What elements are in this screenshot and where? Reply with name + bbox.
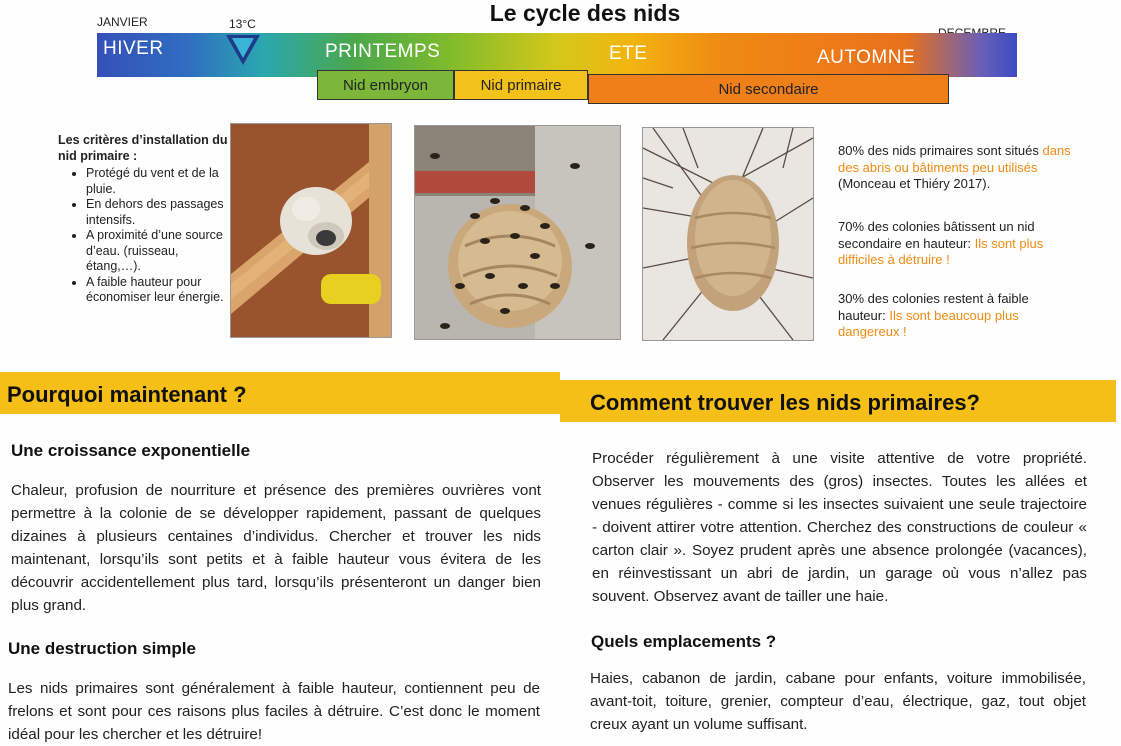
criteria-item: • Protégé du vent et de la pluie. bbox=[86, 166, 228, 197]
criteria-heading: Les critères d’installation du nid primaire : bbox=[58, 133, 228, 163]
page-title: Le cycle des nids bbox=[489, 0, 681, 26]
left-subheading-destruction: Une destruction simple bbox=[8, 639, 196, 658]
stat-highlight: Ils sont beaucoup plus dangereux ! bbox=[838, 307, 1019, 339]
stat-highlight: Ils sont plus difficiles à détruire ! bbox=[838, 235, 1044, 267]
right-paragraph-locations: Haies, cabanon de jardin, cabane pour enfants, voiture immobilisée, avant-toit, toiture, grenier, compteur d’eau, électrique, gaz, tout objet creux ayant un volume suffisant. bbox=[590, 670, 1086, 733]
primary-nest-photo bbox=[414, 125, 621, 340]
nest-secondaire: Nid secondaire bbox=[588, 74, 949, 104]
stat-text: 80% des nids primaires sont situés bbox=[838, 143, 1043, 158]
temperature-marker-fill bbox=[232, 38, 254, 58]
right-section-heading: Comment trouver les nids primaires? bbox=[590, 390, 980, 415]
criteria-list bbox=[58, 166, 228, 306]
stat-text: 30% des colonies restent à faible hauteur: bbox=[838, 291, 1029, 323]
secondary-nest-photo bbox=[642, 127, 814, 341]
nest-embryon: Nid embryon bbox=[317, 70, 454, 100]
season-autumn: AUTOMNE bbox=[817, 47, 916, 68]
embryo-nest-photo bbox=[230, 123, 392, 338]
criteria-item: • En dehors des passages intensifs. bbox=[86, 197, 228, 228]
criteria-item: • A proximité d’une source d’eau. (ruisseau, étang,…). bbox=[86, 228, 228, 275]
left-section-heading: Pourquoi maintenant ? bbox=[7, 382, 247, 407]
month-start-label: JANVIER bbox=[97, 15, 148, 29]
criteria-block bbox=[58, 133, 228, 306]
left-paragraph-destruction: Les nids primaires sont généralement à faible hauteur, contiennent peu de frelons et sont pour ces raisons plus faciles à détruire. C’est donc le moment idéal pour les chercher et les détruire! bbox=[8, 680, 540, 743]
season-summer: ETE bbox=[609, 43, 648, 64]
criteria-item: • A faible hauteur pour économiser leur énergie. bbox=[86, 275, 228, 306]
stat-primary-location bbox=[838, 143, 1078, 193]
left-subheading-growth: Une croissance exponentielle bbox=[11, 441, 251, 460]
stat-text: (Monceau et Thiéry 2017). bbox=[838, 176, 991, 191]
nest-primaire: Nid primaire bbox=[454, 70, 588, 100]
season-winter: HIVER bbox=[103, 38, 164, 59]
stat-secondary-height bbox=[838, 219, 1068, 269]
stat-highlight: dans des abris ou bâtiments peu utilisés bbox=[838, 143, 1071, 175]
left-paragraph-growth: Chaleur, profusion de nourriture et présence des premières ouvrières vont permettre à la colonie de se développer rapidement, passant de quelques dizaines à plusieurs centaines d’individus. Chercher et trouver les nids maintenant, lorsqu’ils sont petits et à faible hauteur vous évitera de les découvrir accidentellement plus tard, lorsqu’ils présenteront un danger bien plus grand. bbox=[11, 482, 541, 614]
season-spring: PRINTEMPS bbox=[325, 41, 441, 62]
temperature-label: 13°C bbox=[229, 17, 256, 31]
stat-text: 70% des colonies bâtissent un nid secondaire en hauteur: bbox=[838, 219, 1035, 251]
stat-low-height bbox=[838, 291, 1063, 341]
right-paragraph-search: Procéder régulièrement à une visite attentive de votre propriété. Observer les mouvements des (gros) insectes. Toutes les allées et venues régulières - comme si les insectes suivaient une seule trajectoire - doivent attirer votre attention. Cherchez des constructions de couleur « carton clair ». Soyez prudent après une absence prolongée (vacances), en réinvestissant un abri de jardin, un garage où vous n’allez pas souvent. Observez avant de tailler une haie. bbox=[592, 450, 1087, 605]
right-subheading-locations: Quels emplacements ? bbox=[591, 632, 777, 651]
